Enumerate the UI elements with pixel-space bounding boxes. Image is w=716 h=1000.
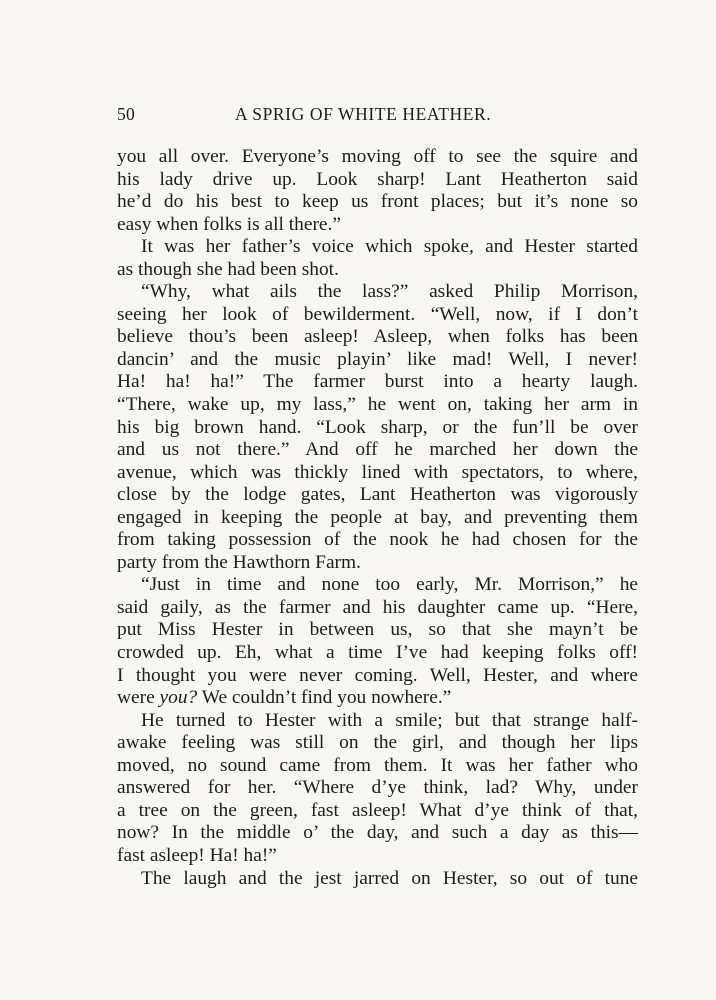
running-title: A SPRIG OF WHITE HEATHER. <box>235 104 492 124</box>
emphasis: you? <box>159 687 198 709</box>
running-head <box>117 104 638 128</box>
text-line: put Miss Hester in between us, so that she mayn’t be <box>117 619 638 641</box>
text-line: The laugh and the jest jarred on Hester, so out of tune <box>141 867 638 889</box>
text-line: It was her father’s voice which spoke, and Hester started <box>141 236 638 258</box>
text-line: close by the lodge gates, Lant Heatherton was vigorously <box>117 484 638 506</box>
text-line: dancin’ and the music playin’ like mad! Well, I never! <box>117 348 638 370</box>
text-line: a tree on the green, fast asleep! What d’ye think of that, <box>117 799 638 821</box>
text-line: awake feeling was still on the girl, and though her lips <box>117 732 638 754</box>
page-number: 50 <box>117 104 136 124</box>
text-line: his big brown hand. “Look sharp, or the fun’ll be over <box>117 416 638 438</box>
text-line: party from the Hawthorn Farm. <box>117 551 361 573</box>
text-line: he’d do his best to keep us front places; but it’s none so <box>117 191 638 213</box>
text-line: “Just in time and none too early, Mr. Morrison,” he <box>141 574 638 596</box>
text-line: his lady drive up. Look sharp! Lant Heatherton said <box>117 168 638 190</box>
text-line: “There, wake up, my lass,” he went on, taking her arm in <box>117 394 638 416</box>
text-line: He turned to Hester with a smile; but that strange half- <box>141 709 638 731</box>
text-line: crowded up. Eh, what a time I’ve had keeping folks off! <box>117 642 638 664</box>
text-line: from taking possession of the nook he had chosen for the <box>117 529 638 551</box>
text-line: you all over. Everyone’s moving off to see the squire and <box>117 146 638 167</box>
body-text <box>117 146 638 890</box>
text-line: said gaily, as the farmer and his daughter came up. “Here, <box>117 596 638 618</box>
text-line: “Why, what ails the lass?” asked Philip Morrison, <box>141 281 638 303</box>
text-line: moved, no sound came from them. It was her father who <box>117 754 638 776</box>
text-line: fast asleep! Ha! ha!” <box>117 844 277 866</box>
text-line: answered for her. “Where d’ye think, lad? Why, under <box>117 777 638 799</box>
text-line: engaged in keeping the people at bay, and preventing them <box>117 506 638 528</box>
text-line: as though she had been shot. <box>117 258 339 280</box>
text-line: I thought you were never coming. Well, Hester, and where <box>117 664 638 686</box>
text-line: Ha! ha! ha!” The farmer burst into a hearty laugh. <box>117 371 638 393</box>
text-line: avenue, which was thickly lined with spectators, to where, <box>117 461 638 483</box>
text-line: easy when folks is all there.” <box>117 213 341 235</box>
text-line: seeing her look of bewilderment. “Well, now, if I don’t <box>117 303 638 325</box>
text-line: were you? We couldn’t find you nowhere.” <box>117 687 452 709</box>
text-line: believe thou’s been asleep! Asleep, when folks has been <box>117 326 638 348</box>
text-line: now? In the middle o’ the day, and such a day as this— <box>117 822 638 844</box>
text-line: and us not there.” And off he marched her down the <box>117 439 638 461</box>
